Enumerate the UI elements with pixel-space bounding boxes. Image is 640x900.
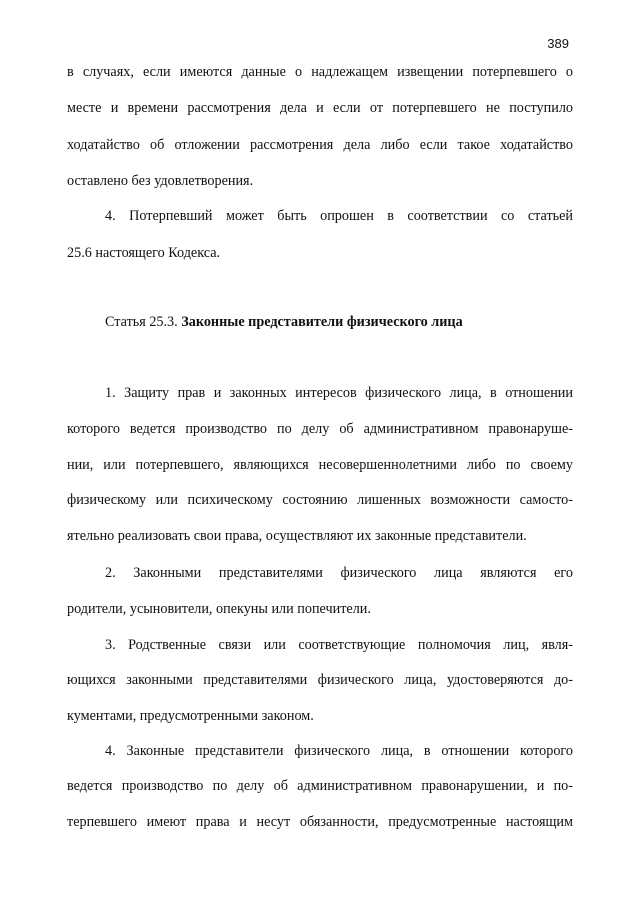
paragraph-line: ведется производство по делу об административном правонарушении, и по- xyxy=(67,778,573,794)
paragraph-line: терпевшего имеют права и несут обязанности, предусмотренные настоящим xyxy=(67,814,573,830)
paragraph-line: 2. Законными представителями физического лица являются его xyxy=(105,565,573,581)
page-number: 389 xyxy=(547,36,569,51)
paragraph-line: физическому или психическому состоянию лишенных возможности самосто- xyxy=(67,492,573,508)
paragraph-line: 4. Потерпевший может быть опрошен в соответствии со статьей xyxy=(105,208,573,224)
paragraph-line: в случаях, если имеются данные о надлежащем извещении потерпевшего о xyxy=(67,64,573,80)
paragraph-line: ятельно реализовать свои права, осуществляют их законные представители. xyxy=(67,528,527,544)
paragraph-line: нии, или потерпевшего, являющихся несовершеннолетними либо по своему xyxy=(67,457,573,473)
paragraph-line: 25.6 настоящего Кодекса. xyxy=(67,245,221,261)
paragraph-line: ющихся законными представителями физического лица, удостоверяются до- xyxy=(67,672,573,688)
paragraph-line: родители, усыновители, опекуны или попечители. xyxy=(67,601,371,617)
paragraph-line: оставлено без удовлетворения. xyxy=(67,173,254,189)
paragraph-line: 4. Законные представители физического лица, в отношении которого xyxy=(105,743,573,759)
article-title: Законные представители физического лица xyxy=(181,314,463,330)
article-number: Статья 25.3. xyxy=(105,314,182,330)
paragraph-line: месте и времени рассмотрения дела и если от потерпевшего не поступило xyxy=(67,100,573,116)
paragraph-line: 3. Родственные связи или соответствующие полномочия лиц, явля- xyxy=(105,637,573,653)
paragraph-line: 1. Защиту прав и законных интересов физического лица, в отношении xyxy=(105,385,573,401)
paragraph-line: кументами, предусмотренными законом. xyxy=(67,708,314,724)
paragraph-line: которого ведется производство по делу об административном правонаруше- xyxy=(67,421,573,437)
paragraph-line: ходатайство об отложении рассмотрения дела либо если такое ходатайство xyxy=(67,137,573,153)
article-heading xyxy=(105,313,463,331)
